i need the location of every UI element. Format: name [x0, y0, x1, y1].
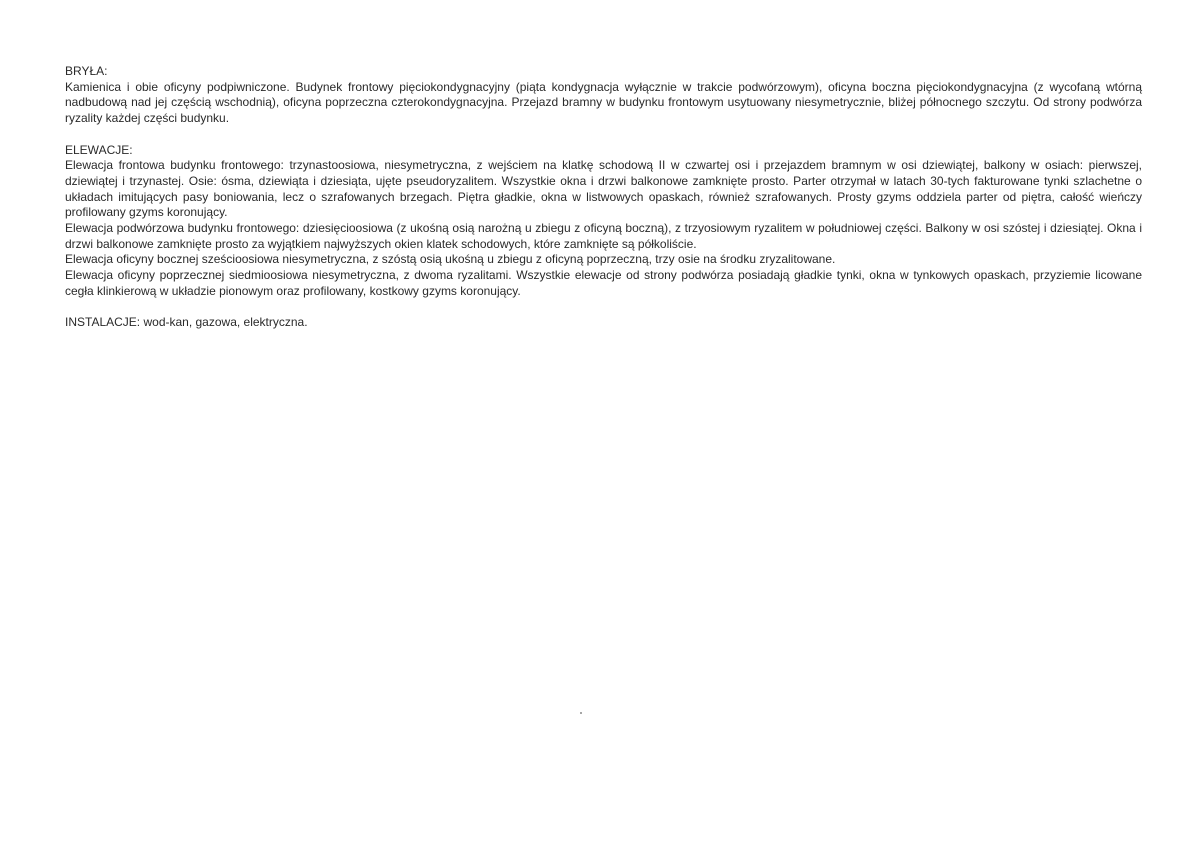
paragraph: Elewacja oficyny poprzecznej siedmioosiowa niesymetryczna, z dwoma ryzalitami. Wszystkie elewacje od strony podwórza posiadają gładkie tynki, okna w tynkowych opaskach, przyziemie licowane cegła klinkierową w układzie pionowym oraz profilowany, kostkowy gzyms koronujący. — [65, 268, 1142, 298]
section-bryla — [65, 64, 1142, 127]
installations-line — [65, 315, 1142, 331]
section-heading: ELEWACJE: — [65, 142, 133, 157]
paragraph: Elewacja oficyny bocznej sześcioosiowa niesymetryczna, z szóstą osią ukośną u zbiegu z oficyną poprzeczną, trzy osie na środku zryzalitowane. — [65, 252, 836, 267]
section-heading: BRYŁA: — [65, 64, 108, 78]
paragraph: Kamienica i obie oficyny podpiwniczone. Budynek frontowy pięciokondygnacyjny (piąta kondygnacja wyłącznie w trakcie podwórzowym), oficyna boczna pięciokondygnacyjna (z wycofaną wtórną nadbudową nad jej częścią wschodnią), oficyna poprzeczna czterokondygnacyjna. Przejazd bramny w budynku frontowym usytuowany niesymetrycznie, bliżej północnego szczytu. Od strony podwórza ryzality każdej części budynku. — [65, 79, 1142, 126]
installations-label: INSTALACJE: — [65, 315, 141, 330]
document-page — [65, 64, 1142, 347]
section-elewacje — [65, 143, 1142, 300]
paragraph: Elewacja frontowa budynku frontowego: trzynastoosiowa, niesymetryczna, z wejściem na klatkę schodową II w czwartej osi i przejazdem bramnym w osi dziewiątej, balkony w osiach: pierwszej, dziewiątej i trzynastej. Osie: ósma, dziewiąta i dziesiąta, ujęte pseudoryzalitem. Wszystkie okna i drzwi balkonowe zamknięte prosto. Parter otrzymał w latach 30-tych fakturowane tynki szlachetne o układach imitujących pasy boniowania, lecz o szrafowanych brzegach. Piętra gładkie, okna w listwowych opaskach, również szrafowanych. Prosty gzyms oddziela parter od piętra, całość wieńczy profilowany gzyms koronujący. — [65, 158, 1142, 220]
paragraph: Elewacja podwórzowa budynku frontowego: dziesięcioosiowa (z ukośną osią narożną u zbiegu z oficyną boczną), z trzyosiowym ryzalitem w południowej części. Balkony w osi szóstej i dziesiątej. Okna i drzwi balkonowe zamknięte prosto za wyjątkiem najwyższych okien klatek schodowych, które zamknięte są półkoliście. — [65, 221, 1142, 251]
section-instalacje — [65, 315, 1142, 331]
installations-value: wod-kan, gazowa, elektryczna. — [140, 315, 308, 330]
scan-speck — [580, 712, 582, 714]
